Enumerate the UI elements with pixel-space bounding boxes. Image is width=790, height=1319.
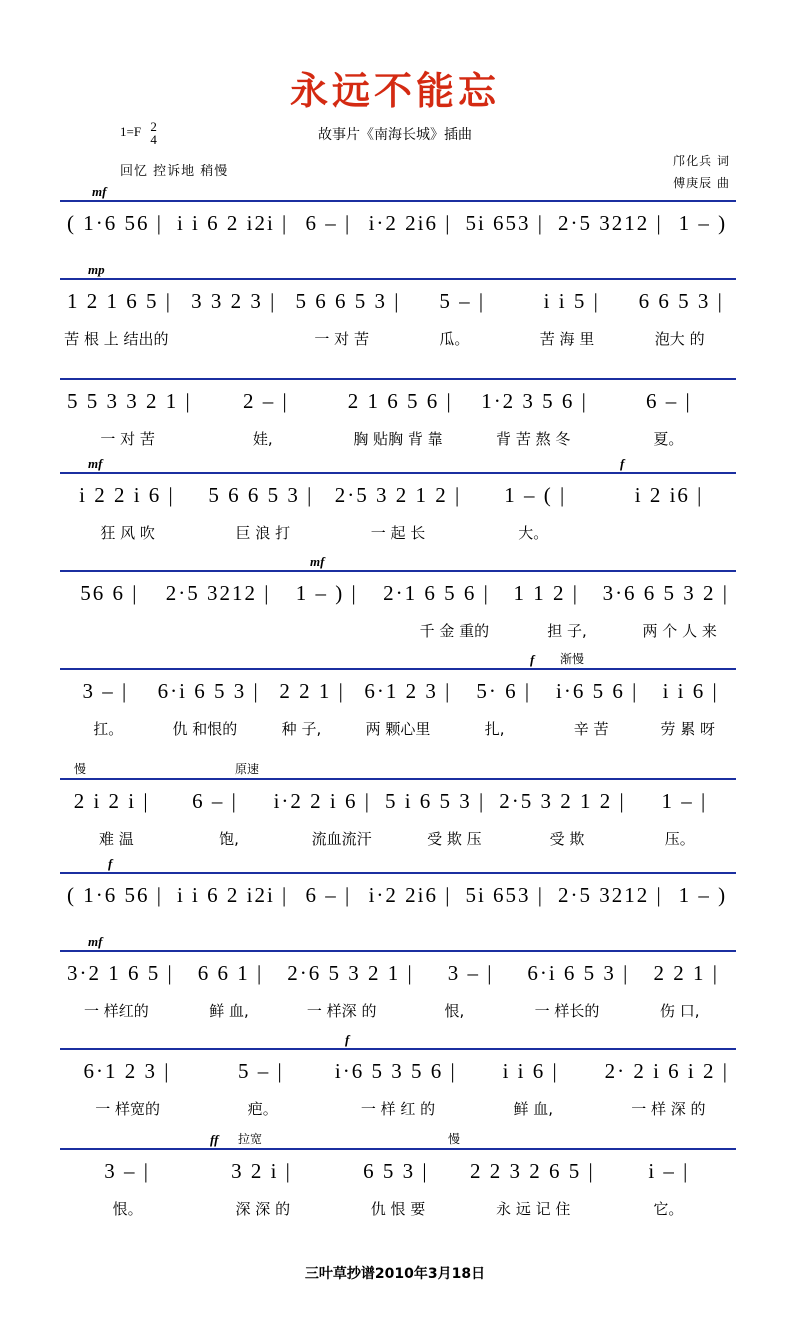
measure-row: [60, 570, 736, 616]
measure-notes: 3 – |: [447, 960, 494, 985]
measure-lyric: 一 样长的: [534, 1001, 600, 1020]
measure: [170, 200, 295, 246]
measure-notes: 3·2 1 6 5 |: [67, 960, 174, 985]
measure: [194, 472, 328, 518]
measure: [357, 668, 458, 714]
measure-lyric: 它。: [653, 1199, 684, 1218]
measure-lyric: 背 苦 熬 冬: [496, 429, 571, 448]
measure: [463, 1148, 602, 1194]
measure-notes: 6 6 5 3 |: [638, 288, 724, 313]
measure: [464, 1048, 598, 1094]
dynamic-marking: mf: [88, 456, 103, 471]
measure-notes: 3 2 i |: [231, 1158, 292, 1183]
measure-notes: 5i 653 |: [465, 882, 544, 907]
lyric-row: [60, 248, 736, 272]
measure-lyric: 狂 风 吹: [100, 523, 155, 542]
measure: [645, 668, 736, 714]
measure-notes: 1 – ): [678, 210, 728, 235]
measure-notes: 1 2 1 6 5 |: [67, 288, 172, 313]
measure-lyric: 千 金 重的: [419, 621, 490, 640]
measure: [60, 278, 179, 324]
lyric-row: [60, 716, 736, 740]
subtitle: 故事片《南海长城》插曲: [318, 127, 472, 143]
measure: [267, 778, 378, 824]
measure: [670, 872, 736, 918]
measure: [277, 570, 376, 616]
measure-notes: ( 1·6 56 |: [67, 210, 163, 235]
dynamic-marking: f: [345, 1032, 350, 1047]
measure-notes: 1 – ): [678, 882, 728, 907]
lyric-row: [60, 920, 736, 944]
measure: [288, 278, 407, 324]
measure-notes: 1 1 2 |: [513, 580, 579, 605]
measure: [602, 1148, 736, 1194]
measure-lyric: 鲜 血,: [209, 1001, 249, 1020]
measure: [497, 570, 596, 616]
measure-lyric: 夏。: [653, 429, 684, 448]
dynamic-marking: ff: [210, 1132, 219, 1147]
measure: [60, 570, 159, 616]
dynamic-marking: f: [108, 856, 113, 871]
measure-notes: i – |: [648, 1158, 690, 1183]
measure-notes: 5 i 6 5 3 |: [384, 788, 486, 813]
measure: [333, 378, 467, 424]
measure-notes: i i 6 |: [662, 678, 719, 703]
key-label: 1=F: [120, 123, 142, 139]
dynamic-marking: f: [530, 652, 535, 667]
measure-lyric: 一 样深 的: [306, 1001, 377, 1020]
measure-lyric: 扎,: [484, 719, 505, 738]
key-signature: [120, 120, 159, 146]
measure: [295, 872, 361, 918]
measure-notes: 3·6 6 5 3 2 |: [602, 580, 730, 605]
lyric-row: [60, 326, 736, 350]
measure-row: [60, 378, 736, 424]
measure-notes: 6 6 1 |: [197, 960, 264, 985]
measure-notes: 6 – |: [305, 882, 352, 907]
measure-notes: 2·6 5 3 2 1 |: [287, 960, 414, 985]
measure-notes: 6 – |: [646, 388, 692, 413]
measure: [376, 570, 497, 616]
measure-notes: i 2 2 i 6 |: [79, 482, 175, 507]
measure: [670, 200, 736, 246]
lyric-row: [60, 998, 736, 1022]
measure-notes: 2 i 2 i |: [73, 788, 150, 813]
tempo-change-mark: 拉宽: [238, 1132, 263, 1146]
measure-lyric: 饱,: [219, 829, 239, 848]
measure-notes: i·6 5 6 |: [556, 678, 639, 703]
lyric-row: [60, 426, 736, 450]
measure-notes: 6·1 2 3 |: [364, 678, 452, 703]
measure-notes: i·2 2i6 |: [368, 210, 452, 235]
measure: [421, 950, 521, 996]
measure-lyric: 大。: [518, 523, 549, 542]
measure-notes: 2 2 1 |: [653, 960, 719, 985]
measure-notes: 6·i 6 5 3 |: [527, 960, 630, 985]
measure-notes: 2·5 3 2 1 2 |: [334, 482, 462, 507]
measure: [181, 950, 281, 996]
time-signature: [148, 120, 159, 146]
measure-notes: i i 6 2 i2i |: [176, 210, 289, 235]
measure: [362, 872, 459, 918]
measure: [60, 200, 170, 246]
measure: [159, 570, 278, 616]
measure-notes: i i 5 |: [543, 288, 600, 313]
measure: [549, 668, 645, 714]
measure-notes: 5 – |: [439, 288, 486, 313]
meter-numerator: 2: [150, 119, 157, 134]
dynamic-marking: mp: [88, 262, 105, 277]
measure-notes: i·6 5 3 5 6 |: [334, 1058, 457, 1083]
measure-lyric: 娃,: [252, 429, 273, 448]
measure: [551, 872, 670, 918]
lyric-row: [60, 1196, 736, 1220]
measure: [60, 1048, 194, 1094]
measure-notes: ( 1·6 56 |: [67, 882, 163, 907]
lyric-row: [60, 826, 736, 850]
measure-lyric: 一 对 苦: [100, 429, 155, 448]
dynamic-marking: mf: [92, 184, 107, 199]
measure-notes: 2 1 6 5 6 |: [347, 388, 453, 413]
measure-notes: 2 – |: [243, 388, 289, 413]
measure-lyric: 两 颗心里: [365, 719, 431, 738]
measure-lyric: 深 深 的: [235, 1199, 291, 1218]
measure: [280, 950, 420, 996]
measure-notes: 2·5 3212 |: [557, 210, 663, 235]
measure-notes: 2 2 1 |: [279, 678, 345, 703]
measure: [407, 278, 517, 324]
measure-notes: 6 – |: [305, 210, 352, 235]
measure-notes: 5 5 3 3 2 1 |: [67, 388, 192, 413]
measure: [520, 950, 636, 996]
measure-notes: 2· 2 i 6 i 2 |: [604, 1058, 729, 1083]
measure-notes: 2·1 6 5 6 |: [383, 580, 490, 605]
measure-notes: i·2 2 i 6 |: [273, 788, 371, 813]
measure: [60, 668, 151, 714]
measure: [60, 872, 170, 918]
measure-notes: 5 6 6 5 3 |: [208, 482, 314, 507]
measure-lyric: 仇 和恨的: [172, 719, 238, 738]
lyric-row: [60, 1096, 736, 1120]
measure: [295, 200, 361, 246]
measure: [468, 472, 602, 518]
footer-note: 三叶草抄谱2010年3月18日: [304, 1266, 486, 1282]
measure-notes: i i 6 2 i2i |: [176, 882, 289, 907]
measure-notes: 56 6 |: [80, 580, 139, 605]
measure-row: [60, 872, 736, 918]
measure-lyric: 一 样 红 的: [360, 1099, 436, 1118]
measure-lyric: 压。: [664, 829, 695, 848]
measure-notes: 1 – ) |: [295, 580, 358, 605]
tempo-marking: 回忆 控诉地 稍慢: [120, 164, 229, 179]
measure: [267, 668, 358, 714]
measure-notes: 6 – |: [192, 788, 238, 813]
measure-lyric: 流血流汗: [311, 829, 372, 848]
measure: [194, 1048, 328, 1094]
measure-notes: 6·1 2 3 |: [83, 1058, 171, 1083]
measure-lyric: 一 样宽的: [95, 1099, 160, 1118]
measure-lyric: 永 远 记 住: [496, 1199, 571, 1218]
measure-lyric: 泡大 的: [654, 329, 705, 348]
measure-row: [60, 1048, 736, 1094]
measure-notes: 3 – |: [82, 678, 129, 703]
measure-lyric: 恨。: [112, 1199, 143, 1218]
measure-lyric: 一 样 深 的: [631, 1099, 706, 1118]
measure-lyric: 难 温: [98, 829, 134, 848]
measure: [362, 200, 459, 246]
measure-notes: 6 5 3 |: [363, 1158, 429, 1183]
measure-lyric: 担 子,: [547, 621, 587, 640]
measure: [633, 778, 736, 824]
measure-lyric: 两 个 人 来: [642, 621, 717, 640]
measure-row: [60, 472, 736, 518]
measure-lyric: 受 欺: [549, 829, 585, 848]
measure-notes: 5· 6 |: [476, 678, 532, 703]
measure-lyric: 种 子,: [281, 719, 322, 738]
measure-lyric: 巨 浪 打: [235, 523, 291, 542]
measure: [60, 472, 194, 518]
measure-notes: 6·i 6 5 3 |: [157, 678, 260, 703]
measure-lyric: 苦 海 里: [539, 329, 595, 348]
measure-notes: 5 – |: [238, 1058, 284, 1083]
measure: [170, 872, 295, 918]
measure-notes: 5i 653 |: [465, 210, 544, 235]
measure-notes: i·2 2i6 |: [368, 882, 452, 907]
measure: [602, 472, 736, 518]
measure: [179, 278, 289, 324]
lyric-row: [60, 618, 736, 642]
measure-lyric: 恨,: [444, 1001, 465, 1020]
measure: [458, 668, 549, 714]
measure-notes: 1 – ( |: [504, 482, 567, 507]
measure: [551, 200, 670, 246]
measure-lyric: 仇 恨 要: [370, 1199, 426, 1218]
measure-lyric: 疤。: [247, 1099, 278, 1118]
dynamic-marking: mf: [310, 554, 325, 569]
measure: [596, 570, 736, 616]
tempo-change-mark: 慢: [74, 762, 87, 776]
measure: [60, 778, 163, 824]
measure-notes: 1·2 3 5 6 |: [481, 388, 588, 413]
page-title: 永远不能忘: [289, 69, 500, 113]
measure-row: [60, 778, 736, 824]
measure-lyric: 苦 根 上 结出的: [64, 329, 169, 348]
measure-notes: 1 – |: [661, 788, 708, 813]
meter-denominator: 4: [150, 132, 157, 147]
measure: [467, 378, 601, 424]
measure-lyric: 瓜。: [439, 329, 470, 348]
measure: [194, 1148, 328, 1194]
measure-notes: 5 6 6 5 3 |: [295, 288, 401, 313]
measure-row: [60, 278, 736, 324]
measure: [636, 950, 736, 996]
measure-lyric: 扛。: [93, 719, 124, 738]
dynamic-marking: mf: [88, 934, 103, 949]
measure-notes: 2·5 3212 |: [557, 882, 663, 907]
measure-notes: 3 3 2 3 |: [191, 288, 277, 313]
measure-lyric: 劳 累 呀: [660, 719, 716, 738]
lyric-row: [60, 520, 736, 544]
measure: [163, 778, 266, 824]
measure: [626, 278, 736, 324]
measure: [492, 778, 632, 824]
measure-notes: 3 – |: [104, 1158, 151, 1183]
measure-notes: 2·5 3212 |: [165, 580, 271, 605]
composer-credit: 傅庚辰 曲: [673, 176, 730, 190]
tempo-change-mark: 渐慢: [560, 652, 585, 666]
measure-lyric: 胸 贴胸 背 靠: [353, 429, 443, 448]
measure-lyric: 辛 苦: [573, 719, 609, 738]
measure-row: [60, 200, 736, 246]
measure: [598, 1048, 736, 1094]
measure: [517, 278, 627, 324]
measure-lyric: 一 起 长: [370, 523, 426, 542]
measure-notes: i i 6 |: [502, 1058, 559, 1083]
measure: [60, 950, 181, 996]
measure-lyric: 伤 口,: [659, 1001, 700, 1020]
measure: [378, 778, 492, 824]
measure: [329, 1148, 463, 1194]
measure-row: [60, 668, 736, 714]
measure: [60, 378, 199, 424]
tempo-change-mark: 原速: [235, 762, 260, 776]
measure-notes: 2·5 3 2 1 2 |: [499, 788, 626, 813]
measure: [328, 1048, 464, 1094]
tempo-change-mark: 慢: [448, 1132, 461, 1146]
dynamic-marking: f: [620, 456, 625, 471]
measure-lyric: 一 样红的: [83, 1001, 149, 1020]
measure: [458, 200, 551, 246]
measure-row: [60, 950, 736, 996]
measure: [602, 378, 736, 424]
measure-lyric: 一 对 苦: [314, 329, 369, 348]
measure: [60, 1148, 194, 1194]
measure-lyric: 鲜 血,: [513, 1099, 553, 1118]
measure-row: [60, 1148, 736, 1194]
measure-notes: i 2 i6 |: [634, 482, 704, 507]
measure: [328, 472, 468, 518]
measure: [199, 378, 333, 424]
measure: [151, 668, 267, 714]
measure-lyric: 受 欺 压: [427, 829, 482, 848]
measure: [458, 872, 551, 918]
measure-notes: 2 2 3 2 6 5 |: [469, 1158, 595, 1183]
lyricist-credit: 邝化兵 词: [673, 154, 730, 168]
